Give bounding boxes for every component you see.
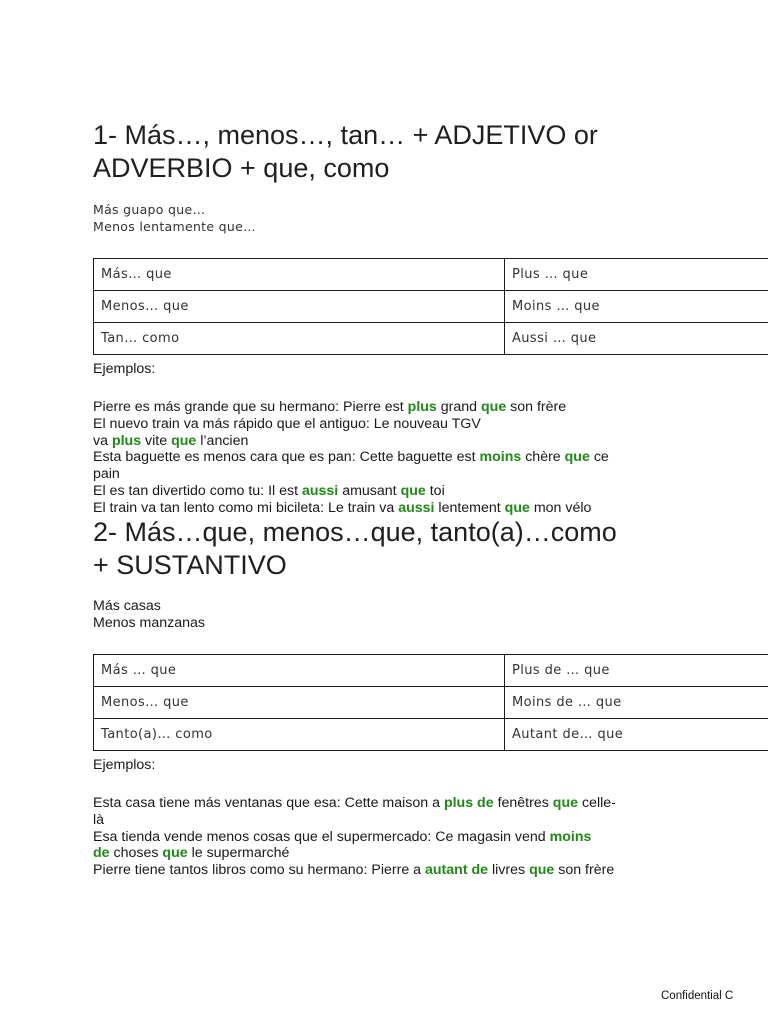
- example-text: Esta baguette es menos cara que es pan: Cette baguette est: [93, 449, 480, 466]
- example-text: El nuevo train va más rápido que el antiguo: Le nouveau TGV: [93, 415, 481, 432]
- example-text: Pierre tiene tantos libros como su hermano: Pierre a: [93, 862, 425, 879]
- table-cell: Aussi … que: [505, 323, 768, 355]
- highlighted-keyword: plus: [111, 432, 142, 449]
- example-text: Pierre es más grande que su hermano: Pierre est: [93, 399, 408, 415]
- highlighted-keyword: moins: [549, 828, 592, 845]
- table-row: [94, 323, 768, 355]
- example-text: livres: [488, 862, 530, 879]
- example-line: [93, 466, 609, 483]
- example-line: [93, 416, 609, 433]
- highlighted-keyword: que: [481, 399, 507, 415]
- highlighted-keyword: moins: [479, 449, 522, 466]
- table-cell: Menos… que: [94, 291, 505, 323]
- section2-table: [93, 654, 768, 751]
- section2-title: [93, 516, 617, 582]
- example-line: [93, 845, 616, 862]
- example-text: toi: [425, 482, 445, 499]
- highlighted-keyword: que: [564, 449, 590, 466]
- table-row: [94, 655, 768, 687]
- section1-table: [93, 258, 768, 355]
- example-line: [93, 795, 616, 812]
- example-text: Esa tienda vende menos cosas que el supermercado: Ce magasin vend: [93, 828, 550, 845]
- intro-line: Más guapo que…: [93, 202, 206, 217]
- section1-intro: [93, 202, 256, 235]
- example-text: chère: [521, 449, 565, 466]
- highlighted-keyword: que: [171, 432, 197, 449]
- example-text: l’ancien: [196, 432, 249, 449]
- example-text: son frère: [506, 399, 567, 415]
- confidential-footer: Confidential C: [661, 990, 734, 1002]
- highlighted-keyword: que: [504, 499, 530, 516]
- example-text: choses: [109, 845, 163, 862]
- example-text: celle-: [578, 795, 616, 811]
- example-line: [93, 483, 609, 500]
- section1-title-line2: ADVERBIO + que, como: [93, 153, 390, 183]
- highlighted-keyword: que: [529, 862, 555, 879]
- table-cell: Menos… que: [94, 687, 505, 719]
- example-line: [93, 433, 609, 450]
- example-text: fenêtres: [493, 795, 553, 811]
- example-text: amusant: [338, 482, 401, 499]
- example-text: pain: [93, 466, 120, 483]
- highlighted-keyword: que: [162, 845, 188, 862]
- table-row: [94, 291, 768, 323]
- section1-title-line1: 1- Más…, menos…, tan… + ADJETIVO or: [93, 120, 598, 150]
- section1-title: [93, 119, 598, 185]
- example-line: [93, 500, 609, 517]
- table-cell: Tan… como: [94, 323, 505, 355]
- table-row: [94, 687, 768, 719]
- example-text: le supermarché: [187, 845, 290, 862]
- example-line: [93, 812, 616, 829]
- intro-line: Menos manzanas: [93, 614, 205, 631]
- section1-examples: [93, 399, 609, 517]
- example-line: [93, 449, 609, 466]
- section2-examples: [93, 795, 616, 879]
- highlighted-keyword: que: [400, 482, 426, 499]
- example-text: ce: [589, 449, 609, 466]
- section2-intro: [93, 598, 205, 632]
- highlighted-keyword: que: [552, 795, 579, 811]
- example-text: Esta casa tiene más ventanas que esa: Cette maison a: [93, 795, 444, 811]
- section1-examples-label: Ejemplos:: [93, 361, 156, 377]
- highlighted-keyword: aussi: [398, 499, 435, 516]
- highlighted-keyword: plus de: [443, 795, 494, 811]
- example-line: [93, 862, 616, 879]
- example-text: El train va tan lento como mi bicileta: Le train va: [93, 499, 399, 516]
- table-row: [94, 259, 768, 291]
- table-cell: Moins … que: [505, 291, 768, 323]
- section2-title-line1: 2- Más…que, menos…que, tanto(a)…como: [93, 517, 617, 547]
- highlighted-keyword: aussi: [301, 482, 339, 499]
- example-text: son frère: [554, 862, 615, 879]
- example-line: [93, 829, 616, 846]
- table-cell: Más … que: [94, 655, 505, 687]
- example-text: mon vélo: [529, 499, 592, 516]
- table-row: [94, 719, 768, 751]
- highlighted-keyword: autant de: [425, 862, 489, 879]
- highlighted-keyword: plus: [407, 399, 437, 415]
- section2-examples-label: Ejemplos:: [93, 757, 156, 773]
- highlighted-keyword: de: [93, 845, 110, 862]
- example-text: va: [93, 432, 112, 449]
- example-line: [93, 399, 609, 416]
- example-text: lentement: [434, 499, 505, 516]
- table-cell: Plus de … que: [505, 655, 768, 687]
- section2-title-line2: + SUSTANTIVO: [93, 550, 287, 580]
- table-cell: Tanto(a)… como: [94, 719, 505, 751]
- example-text: vite: [141, 432, 172, 449]
- intro-line: Menos lentamente que…: [93, 218, 256, 234]
- table-cell: Autant de… que: [505, 719, 768, 751]
- example-text: grand: [436, 399, 481, 415]
- intro-line: Más casas: [93, 598, 161, 614]
- table-cell: Moins de … que: [505, 687, 768, 719]
- table-cell: Plus … que: [505, 259, 768, 291]
- table-cell: Más… que: [94, 259, 505, 291]
- example-text: là: [93, 811, 105, 828]
- example-text: El es tan divertido como tu: Il est: [93, 482, 302, 499]
